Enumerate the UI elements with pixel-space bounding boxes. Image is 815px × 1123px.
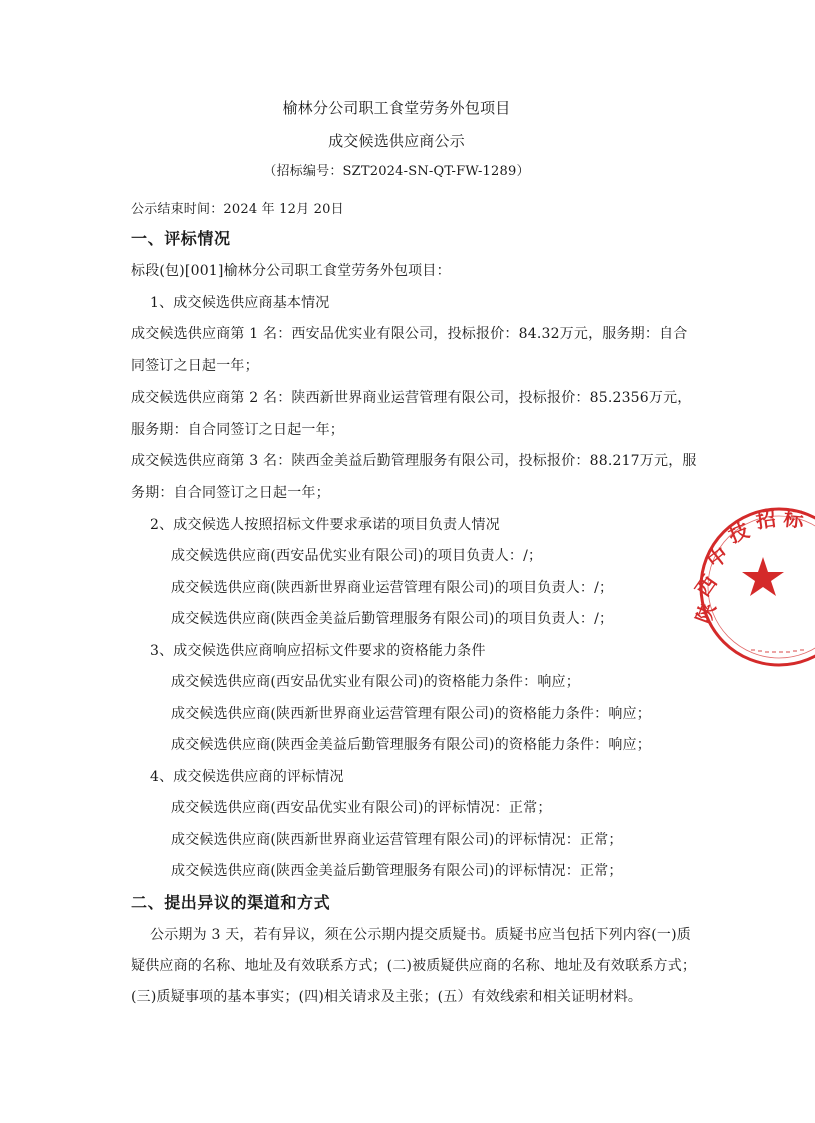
sub2-line2: 成交候选供应商(陕西新世界商业运营管理有限公司)的项目负责人：/； (171, 580, 614, 596)
sub4-line3: 成交候选供应商(陕西金美益后勤管理服务有限公司)的评标情况：正常； (171, 863, 623, 879)
seal-char: 招 (754, 506, 778, 533)
seal-char: 标 (782, 506, 805, 533)
end-time: 公示结束时间：2024 年 12月 20日 (131, 202, 344, 217)
seal-char: 西 (690, 570, 722, 601)
doc-subtitle: 成交候选供应商公示 (328, 132, 465, 150)
candidate2-line-a: 成交候选供应商第 2 名：陕西新世界商业运营管理有限公司，投标报价：85.2356万元， (131, 390, 692, 406)
sub2-line1: 成交候选供应商(西安品优实业有限公司)的项目负责人：/； (171, 548, 543, 564)
seal-char: 技 (724, 517, 753, 548)
candidate2-line-b: 服务期：自合同签订之日起一年； (131, 422, 344, 438)
sub2-title: 2、成交候选人按照招标文件要求承诺的项目负责人情况 (150, 517, 500, 533)
lot-line: 标段(包)[001]榆林分公司职工食堂劳务外包项目： (131, 263, 451, 279)
candidate1-line-b: 同签订之日起一年； (131, 358, 259, 374)
sub4-title: 4、成交候选供应商的评标情况 (150, 769, 344, 785)
candidate3-line-b: 务期：自合同签订之日起一年； (131, 485, 330, 501)
section1-heading: 一、评标情况 (131, 229, 231, 248)
section2-para-line2: 疑供应商的名称、地址及有效联系方式；(二)被质疑供应商的名称、地址及有效联系方式； (131, 958, 697, 974)
seal-star-icon (742, 557, 784, 596)
sub3-line1: 成交候选供应商(西安品优实业有限公司)的资格能力条件：响应； (171, 674, 580, 690)
section2-para-line1: 公示期为 3 天，若有异议，须在公示期内提交质疑书。质疑书应当包括下列内容(一)质 (150, 927, 691, 943)
candidate1-line-a: 成交候选供应商第 1 名：西安品优实业有限公司，投标报价：84.32万元，服务期：自合 (131, 326, 688, 342)
section2-heading: 二、提出异议的渠道和方式 (131, 893, 331, 912)
sub3-line2: 成交候选供应商(陕西新世界商业运营管理有限公司)的资格能力条件：响应； (171, 706, 651, 722)
sub2-line3: 成交候选供应商(陕西金美益后勤管理服务有限公司)的项目负责人：/； (171, 611, 614, 627)
section2-para-line3: (三)质疑事项的基本事实；(四)相关请求及主张；(五）有效线索和相关证明材料。 (131, 989, 643, 1005)
sub3-line3: 成交候选供应商(陕西金美益后勤管理服务有限公司)的资格能力条件：响应； (171, 737, 651, 753)
official-seal (690, 503, 815, 671)
tender-number: （招标编号：SZT2024-SN-QT-FW-1289） (263, 164, 530, 179)
doc-title: 榆林分公司职工食堂劳务外包项目 (282, 99, 511, 117)
candidate3-line-a: 成交候选供应商第 3 名：陕西金美益后勤管理服务有限公司，投标报价：88.217万元，服 (131, 453, 697, 469)
seal-char: 中 (702, 541, 733, 573)
sub1-title: 1、成交候选供应商基本情况 (150, 295, 330, 311)
seal-char: 陕 (691, 599, 721, 627)
sub4-line2: 成交候选供应商(陕西新世界商业运营管理有限公司)的评标情况：正常； (171, 832, 623, 848)
sub3-title: 3、成交候选供应商响应招标文件要求的资格能力条件 (150, 643, 486, 659)
sub4-line1: 成交候选供应商(西安品优实业有限公司)的评标情况：正常； (171, 800, 552, 816)
